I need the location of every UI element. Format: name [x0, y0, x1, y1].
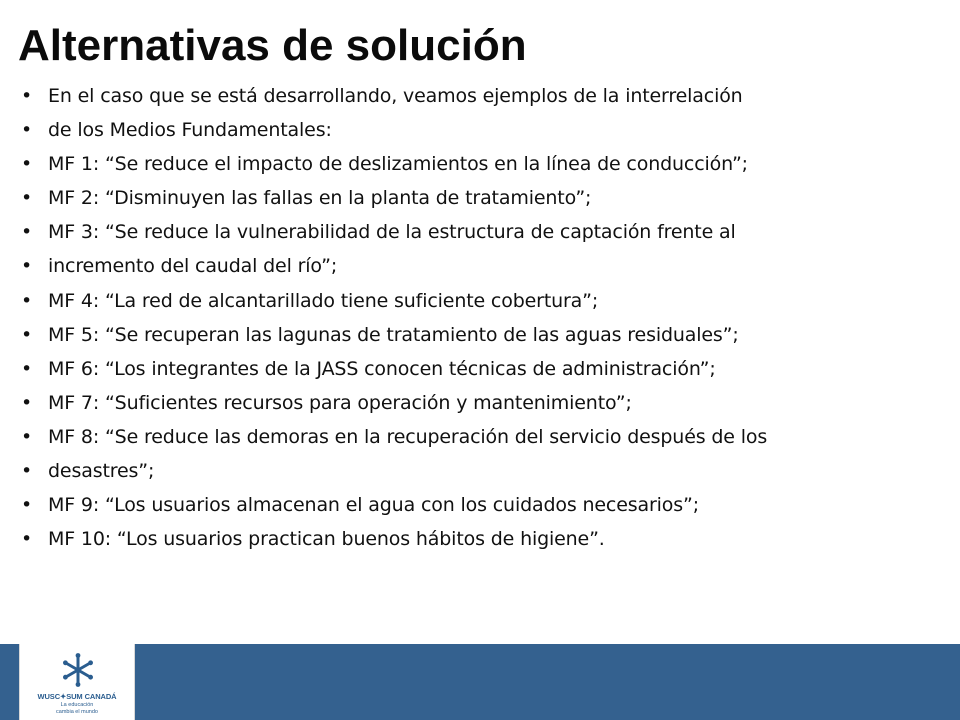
org-logo	[19, 644, 135, 720]
bullet-item	[18, 459, 928, 483]
bullet-item	[18, 357, 928, 381]
bullet-text: de los Medios Fundamentales:	[48, 119, 332, 142]
bullet-text: MF 9: “Los usuarios almacenan el agua con los cuidados necesarios”;	[48, 494, 699, 517]
bullet-text: MF 8: “Se reduce las demoras en la recuperación del servicio después de los	[48, 425, 768, 448]
bullet-text: desastres”;	[48, 460, 155, 483]
bullet-dot-icon: •	[21, 425, 33, 448]
bullet-item	[18, 425, 928, 449]
bullet-dot-icon: •	[21, 391, 33, 414]
logo-tagline-line: La educación	[60, 702, 94, 708]
bullet-text: MF 2: “Disminuyen las fallas en la planta de tratamiento”;	[48, 187, 592, 210]
bullet-item	[18, 118, 928, 142]
logo-tagline-line: cambia el mundo	[56, 708, 98, 715]
bullet-dot-icon: •	[21, 153, 33, 176]
bullet-item	[18, 220, 928, 244]
bullet-text: incremento del caudal del río”;	[48, 255, 338, 278]
bullet-dot-icon: •	[21, 119, 33, 142]
bullet-text: MF 4: “La red de alcantarillado tiene suficiente cobertura”;	[48, 289, 599, 312]
bullet-dot-icon: •	[21, 289, 33, 312]
bullet-item	[18, 289, 928, 313]
bullet-text: MF 5: “Se recuperan las lagunas de tratamiento de las aguas residuales”;	[48, 323, 739, 346]
bullet-dot-icon: •	[21, 357, 33, 380]
bullet-text: MF 7: “Suficientes recursos para operación y mantenimiento”;	[48, 391, 632, 414]
footer-bar	[0, 644, 960, 720]
bullet-item	[18, 186, 928, 210]
bullet-text: MF 10: “Los usuarios practican buenos hábitos de higiene”.	[48, 528, 605, 551]
bullet-item	[18, 323, 928, 347]
logo-tagline	[20, 702, 134, 715]
bullet-item	[18, 254, 928, 278]
bullet-text: MF 1: “Se reduce el impacto de deslizamientos en la línea de conducción”;	[48, 153, 748, 176]
bullet-dot-icon: •	[21, 460, 33, 483]
bullet-dot-icon: •	[21, 187, 33, 210]
bullet-dot-icon: •	[21, 494, 33, 517]
bullet-dot-icon: •	[21, 221, 33, 244]
bullet-list	[18, 84, 928, 561]
bullet-item	[18, 391, 928, 415]
bullet-item	[18, 527, 928, 551]
bullet-text: MF 3: “Se reduce la vulnerabilidad de la estructura de captación frente al	[48, 221, 736, 244]
bullet-text: MF 6: “Los integrantes de la JASS conocen técnicas de administración”;	[48, 357, 716, 380]
bullet-item	[18, 493, 928, 517]
bullet-text: En el caso que se está desarrollando, veamos ejemplos de la interrelación	[48, 85, 743, 107]
bullet-dot-icon: •	[21, 255, 33, 278]
snowflake-logo-icon	[60, 652, 96, 688]
bullet-item	[18, 84, 928, 108]
bullet-dot-icon: •	[21, 85, 33, 107]
slide-title: Alternativas de solución	[18, 21, 527, 70]
logo-org-name: WUSC✦SUM CANADÁ	[37, 692, 117, 701]
bullet-dot-icon: •	[21, 323, 33, 346]
bullet-dot-icon: •	[21, 528, 33, 551]
bullet-item	[18, 152, 928, 176]
